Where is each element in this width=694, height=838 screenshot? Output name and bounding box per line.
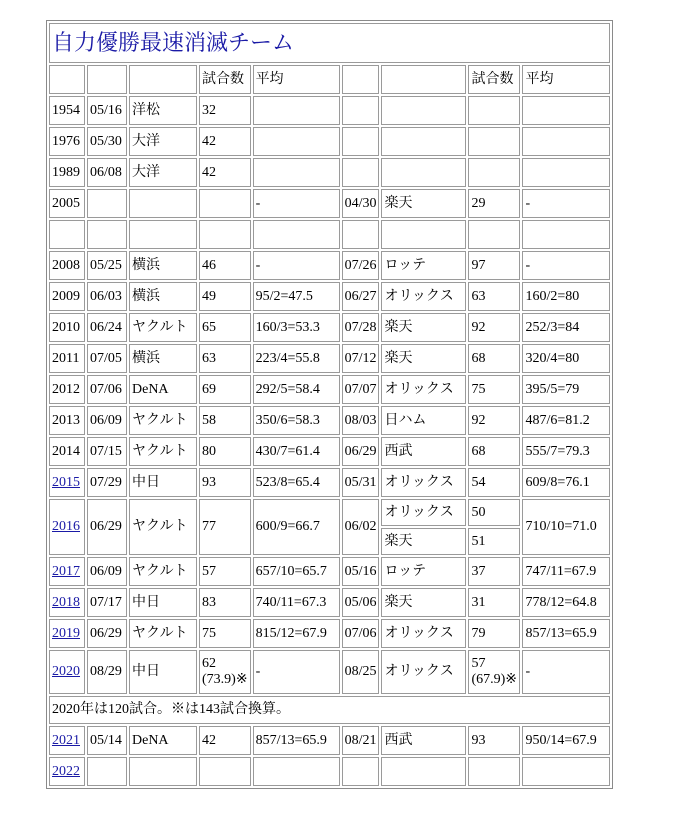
- pacific-games: [468, 650, 520, 694]
- pacific-games: 54: [468, 468, 520, 497]
- central-team: ヤクルト: [129, 406, 197, 435]
- central-games: 32: [199, 96, 251, 125]
- pacific-date: 05/31: [342, 468, 380, 497]
- year-link[interactable]: 2022: [52, 763, 80, 779]
- year-cell: 2005: [49, 189, 85, 218]
- games-converted: (67.9)※: [471, 672, 518, 687]
- central-avg: 292/5=58.4: [253, 375, 340, 404]
- central-team: DeNA: [129, 375, 197, 404]
- central-avg: 523/8=65.4: [253, 468, 340, 497]
- central-games: 58: [199, 406, 251, 435]
- rows-group-b: [49, 557, 610, 648]
- year-link[interactable]: 2020: [52, 664, 80, 679]
- central-games: 42: [199, 127, 251, 156]
- central-avg: 740/11=67.3: [253, 588, 340, 617]
- central-avg: -: [253, 251, 340, 280]
- pacific-avg: 857/13=65.9: [522, 619, 610, 648]
- pacific-team: 楽天: [381, 313, 466, 342]
- central-avg: -: [253, 650, 340, 694]
- year-link[interactable]: 2019: [52, 625, 80, 641]
- central-date: 06/09: [87, 406, 127, 435]
- header-avg-central: 平均: [253, 65, 340, 94]
- pacific-avg: 950/14=67.9: [522, 726, 610, 755]
- year-cell: 1976: [49, 127, 85, 156]
- header-empty: [87, 65, 127, 94]
- pacific-date: 07/07: [342, 375, 380, 404]
- central-team: [129, 189, 197, 218]
- central-avg: [253, 158, 340, 187]
- page-container: [46, 20, 613, 789]
- empty-cell: [381, 757, 466, 786]
- year-link[interactable]: 2017: [52, 563, 80, 579]
- table-row: [49, 251, 610, 280]
- pacific-games: 29: [468, 189, 520, 218]
- pacific-games: 92: [468, 313, 520, 342]
- central-date: 07/29: [87, 468, 127, 497]
- year-link-cell[interactable]: [49, 588, 85, 617]
- central-avg: 95/2=47.5: [253, 282, 340, 311]
- central-games: 75: [199, 619, 251, 648]
- central-date: 07/06: [87, 375, 127, 404]
- header-avg-pacific: 平均: [522, 65, 610, 94]
- central-team: ヤクルト: [129, 499, 197, 555]
- header-games-pacific: 試合数: [468, 65, 520, 94]
- pacific-games: 68: [468, 344, 520, 373]
- pacific-team: [381, 96, 466, 125]
- year-cell: 2013: [49, 406, 85, 435]
- table-row: [49, 158, 610, 187]
- central-team: 中日: [129, 650, 197, 694]
- central-games: 65: [199, 313, 251, 342]
- empty-cell: [342, 220, 380, 249]
- year-link-cell[interactable]: [49, 468, 85, 497]
- year-cell: 2011: [49, 344, 85, 373]
- central-games: 63: [199, 344, 251, 373]
- central-date: 08/29: [87, 650, 127, 694]
- central-avg: 600/9=66.7: [253, 499, 340, 555]
- year-link-cell[interactable]: [49, 726, 85, 755]
- central-games: 93: [199, 468, 251, 497]
- pacific-team: 日ハム: [381, 406, 466, 435]
- pacific-date: [342, 96, 380, 125]
- table-row: [49, 375, 610, 404]
- pacific-games: 63: [468, 282, 520, 311]
- pacific-games: 51: [468, 528, 520, 555]
- table-row-2022: [49, 757, 610, 786]
- table-row: [49, 127, 610, 156]
- pacific-games: 93: [468, 726, 520, 755]
- central-date: [87, 189, 127, 218]
- pacific-team: ロッテ: [381, 557, 466, 586]
- central-games: 42: [199, 726, 251, 755]
- empty-cell: [87, 220, 127, 249]
- central-date: 06/29: [87, 619, 127, 648]
- pacific-date: 07/12: [342, 344, 380, 373]
- table-row: [49, 619, 610, 648]
- central-team: 中日: [129, 468, 197, 497]
- year-cell: 1989: [49, 158, 85, 187]
- pacific-avg: 160/2=80: [522, 282, 610, 311]
- year-link[interactable]: 2021: [52, 732, 80, 748]
- table-row: [49, 588, 610, 617]
- empty-cell: [253, 220, 340, 249]
- table-row-2020: [49, 650, 610, 694]
- central-date: 06/29: [87, 499, 127, 555]
- central-avg: 857/13=65.9: [253, 726, 340, 755]
- table-row: [49, 557, 610, 586]
- pacific-team: [381, 127, 466, 156]
- central-avg: 430/7=61.4: [253, 437, 340, 466]
- central-date: 07/05: [87, 344, 127, 373]
- pacific-avg: 778/12=64.8: [522, 588, 610, 617]
- central-date: 05/30: [87, 127, 127, 156]
- pacific-date: 08/03: [342, 406, 380, 435]
- pacific-games: [468, 96, 520, 125]
- header-games-central: 試合数: [199, 65, 251, 94]
- central-games: 83: [199, 588, 251, 617]
- empty-cell: [522, 220, 610, 249]
- central-date: 06/24: [87, 313, 127, 342]
- year-cell: 2014: [49, 437, 85, 466]
- year-link[interactable]: 2016: [52, 519, 80, 534]
- pacific-date: 04/30: [342, 189, 380, 218]
- spacer-row: [49, 220, 610, 249]
- central-games: 49: [199, 282, 251, 311]
- pacific-games: [468, 127, 520, 156]
- empty-cell: [129, 220, 197, 249]
- central-games: 57: [199, 557, 251, 586]
- empty-cell: [49, 220, 85, 249]
- pacific-date: [342, 158, 380, 187]
- pacific-date: 06/29: [342, 437, 380, 466]
- central-team: DeNA: [129, 726, 197, 755]
- empty-cell: [468, 220, 520, 249]
- pacific-games: 68: [468, 437, 520, 466]
- central-avg: 223/4=55.8: [253, 344, 340, 373]
- year-cell: 2009: [49, 282, 85, 311]
- pacific-avg: 747/11=67.9: [522, 557, 610, 586]
- pacific-team: 楽天: [381, 528, 466, 555]
- central-avg: [253, 127, 340, 156]
- note-text: 2020年は120試合。※は143試合換算。: [49, 696, 610, 724]
- table-row-2016: [49, 499, 610, 526]
- empty-cell: [87, 757, 127, 786]
- pacific-date: 05/16: [342, 557, 380, 586]
- central-avg: 160/3=53.3: [253, 313, 340, 342]
- year-cell: 2010: [49, 313, 85, 342]
- central-games: 77: [199, 499, 251, 555]
- pacific-team: 西武: [381, 437, 466, 466]
- empty-cell: [199, 220, 251, 249]
- year-link-cell[interactable]: [49, 499, 85, 555]
- pacific-team: オリックス: [381, 650, 466, 694]
- central-team: ヤクルト: [129, 557, 197, 586]
- year-link[interactable]: 2018: [52, 594, 80, 610]
- central-team: 横浜: [129, 344, 197, 373]
- empty-cell: [522, 757, 610, 786]
- header-empty: [381, 65, 466, 94]
- pacific-team: オリックス: [381, 282, 466, 311]
- header-empty: [129, 65, 197, 94]
- central-games: [199, 189, 251, 218]
- pacific-avg: [522, 127, 610, 156]
- table-row: [49, 189, 610, 218]
- pacific-avg: 252/3=84: [522, 313, 610, 342]
- pacific-games: 75: [468, 375, 520, 404]
- pacific-date: 05/06: [342, 588, 380, 617]
- central-date: 05/14: [87, 726, 127, 755]
- pacific-team: オリックス: [381, 499, 466, 526]
- empty-cell: [129, 757, 197, 786]
- year-link-cell[interactable]: [49, 757, 85, 786]
- pacific-date: 08/25: [342, 650, 380, 694]
- year-cell: 2008: [49, 251, 85, 280]
- pacific-games: 97: [468, 251, 520, 280]
- central-avg: 657/10=65.7: [253, 557, 340, 586]
- central-date: 07/15: [87, 437, 127, 466]
- pacific-date: 08/21: [342, 726, 380, 755]
- table-row: [49, 468, 610, 497]
- pacific-team: 西武: [381, 726, 466, 755]
- central-avg: 350/6=58.3: [253, 406, 340, 435]
- pacific-team: 楽天: [381, 189, 466, 218]
- central-games: 46: [199, 251, 251, 280]
- pacific-avg: 320/4=80: [522, 344, 610, 373]
- empty-cell: [253, 757, 340, 786]
- empty-cell: [199, 757, 251, 786]
- games-value: 62: [202, 656, 216, 671]
- table-title: 自力優勝最速消滅チーム: [49, 23, 610, 63]
- pacific-date: 06/02: [342, 499, 380, 555]
- pacific-avg: 555/7=79.3: [522, 437, 610, 466]
- header-empty: [49, 65, 85, 94]
- pacific-team: [381, 158, 466, 187]
- central-team: ヤクルト: [129, 313, 197, 342]
- pacific-avg: -: [522, 251, 610, 280]
- year-cell: 1954: [49, 96, 85, 125]
- pacific-games: 37: [468, 557, 520, 586]
- central-team: 洋松: [129, 96, 197, 125]
- pacific-avg: 487/6=81.2: [522, 406, 610, 435]
- central-team: 大洋: [129, 127, 197, 156]
- central-avg: [253, 96, 340, 125]
- central-date: 06/08: [87, 158, 127, 187]
- empty-cell: [342, 757, 380, 786]
- central-date: 05/25: [87, 251, 127, 280]
- pacific-team: 楽天: [381, 344, 466, 373]
- table-row: [49, 344, 610, 373]
- pacific-date: [342, 127, 380, 156]
- pacific-team: オリックス: [381, 619, 466, 648]
- pacific-team: ロッテ: [381, 251, 466, 280]
- pacific-date: 07/28: [342, 313, 380, 342]
- central-games: [199, 650, 251, 694]
- pacific-avg: 609/8=76.1: [522, 468, 610, 497]
- pacific-games: 79: [468, 619, 520, 648]
- table-row: [49, 406, 610, 435]
- pacific-date: 06/27: [342, 282, 380, 311]
- games-value: 57: [471, 656, 486, 671]
- central-avg: -: [253, 189, 340, 218]
- table-row-2021: [49, 726, 610, 755]
- year-cell: 2012: [49, 375, 85, 404]
- year-link[interactable]: 2015: [52, 474, 80, 490]
- central-games: 69: [199, 375, 251, 404]
- pacific-team: オリックス: [381, 375, 466, 404]
- central-date: 06/03: [87, 282, 127, 311]
- year-link-cell[interactable]: [49, 650, 85, 694]
- central-team: 大洋: [129, 158, 197, 187]
- central-avg: 815/12=67.9: [253, 619, 340, 648]
- central-team: ヤクルト: [129, 437, 197, 466]
- pacific-date: 07/06: [342, 619, 380, 648]
- central-date: 06/09: [87, 557, 127, 586]
- empty-cell: [468, 757, 520, 786]
- stats-table: [46, 20, 613, 789]
- table-row: [49, 437, 610, 466]
- pacific-team: オリックス: [381, 468, 466, 497]
- header-row: [49, 65, 610, 94]
- pacific-games: 50: [468, 499, 520, 526]
- pacific-games: 31: [468, 588, 520, 617]
- central-games: 42: [199, 158, 251, 187]
- pacific-games: [468, 158, 520, 187]
- games-converted: (73.9)※: [202, 672, 248, 687]
- pacific-avg: 710/10=71.0: [522, 499, 610, 555]
- header-empty: [342, 65, 380, 94]
- central-team: 中日: [129, 588, 197, 617]
- year-link-cell[interactable]: [49, 557, 85, 586]
- pacific-date: 07/26: [342, 251, 380, 280]
- pacific-avg: [522, 96, 610, 125]
- pacific-avg: 395/5=79: [522, 375, 610, 404]
- central-team: 横浜: [129, 251, 197, 280]
- pacific-avg: -: [522, 650, 610, 694]
- empty-cell: [381, 220, 466, 249]
- central-team: ヤクルト: [129, 619, 197, 648]
- table-row: [49, 282, 610, 311]
- table-row: [49, 313, 610, 342]
- table-row: [49, 96, 610, 125]
- central-games: 80: [199, 437, 251, 466]
- central-team: 横浜: [129, 282, 197, 311]
- pacific-games: 92: [468, 406, 520, 435]
- rows-group-a: [49, 96, 610, 497]
- central-date: 07/17: [87, 588, 127, 617]
- pacific-avg: [522, 158, 610, 187]
- year-link-cell[interactable]: [49, 619, 85, 648]
- pacific-team: 楽天: [381, 588, 466, 617]
- central-date: 05/16: [87, 96, 127, 125]
- pacific-avg: -: [522, 189, 610, 218]
